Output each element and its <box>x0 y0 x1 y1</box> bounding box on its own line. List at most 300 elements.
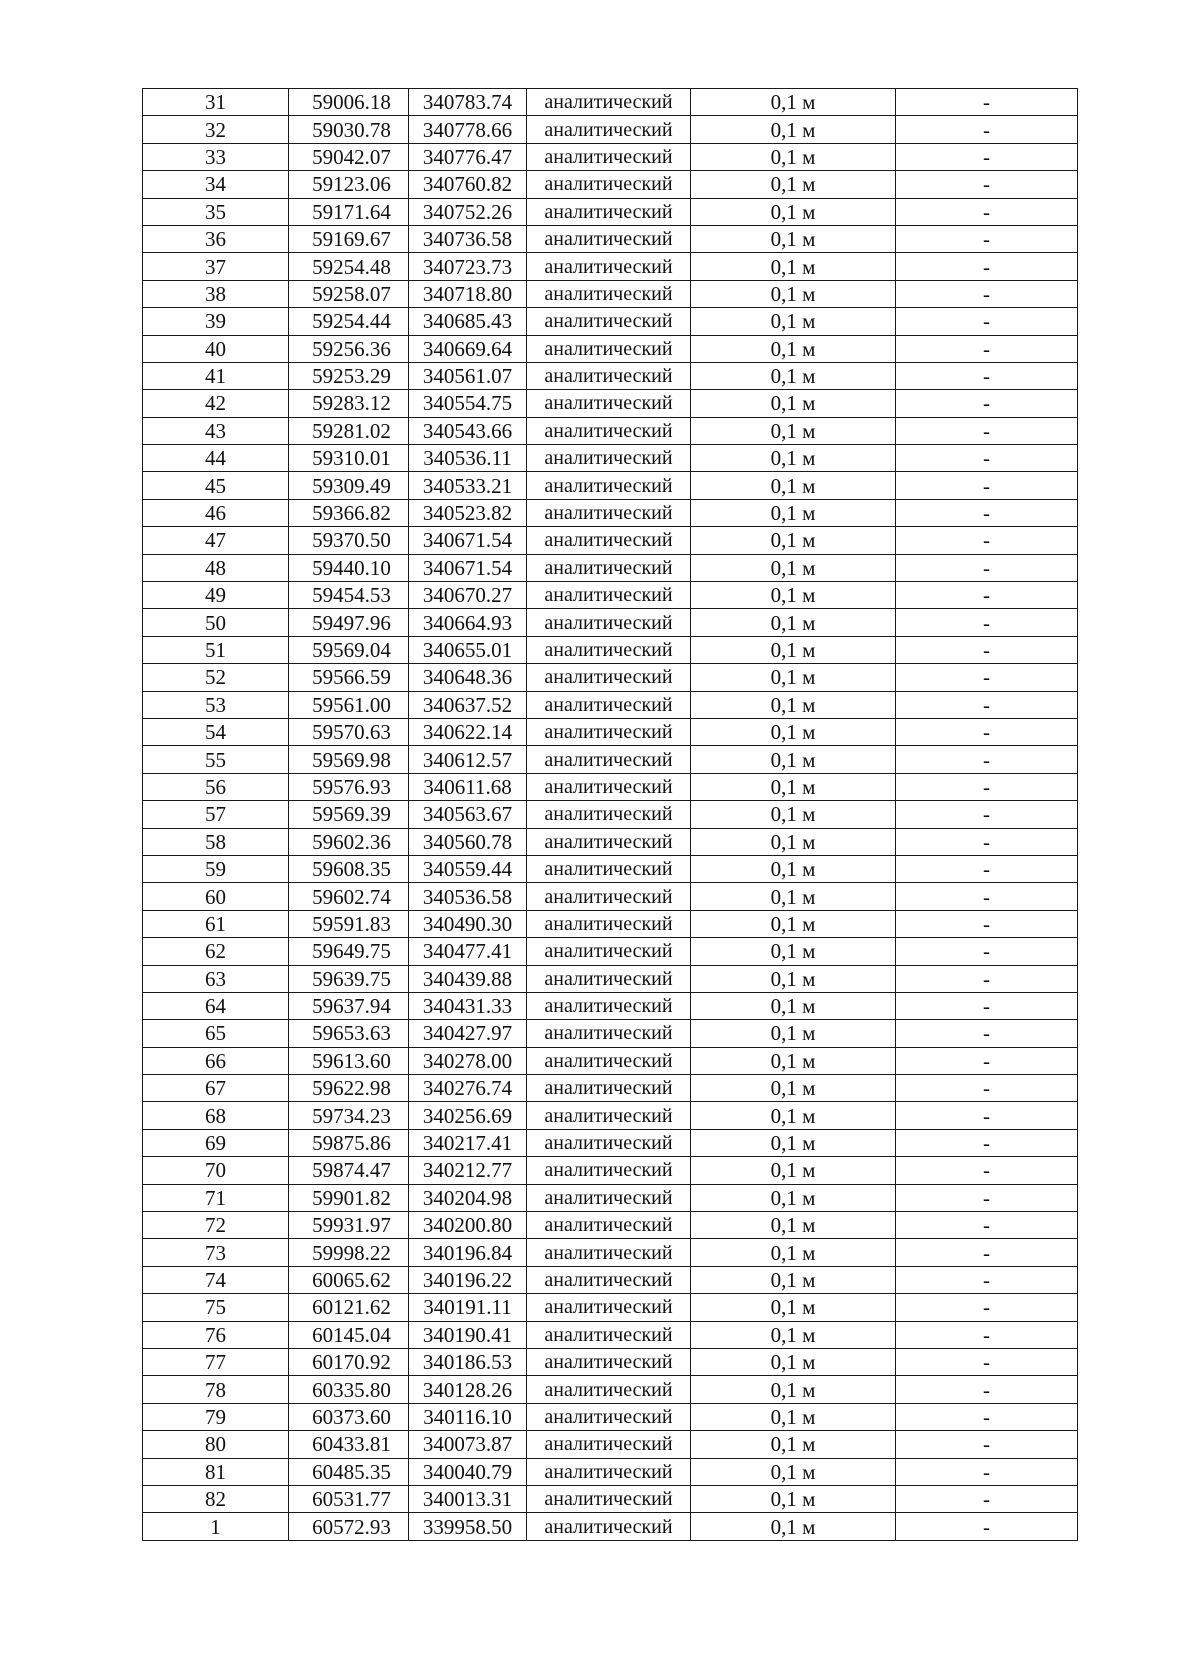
method-cell: аналитический <box>527 1075 691 1102</box>
method-cell: аналитический <box>527 1212 691 1239</box>
x-coordinate-cell: 59591.83 <box>289 910 409 937</box>
y-coordinate-cell: 340752.26 <box>409 198 527 225</box>
x-coordinate-cell: 59258.07 <box>289 280 409 307</box>
point-number-cell: 71 <box>143 1184 289 1211</box>
table-row <box>143 445 1078 472</box>
point-number-cell: 78 <box>143 1376 289 1403</box>
point-number-cell: 54 <box>143 718 289 745</box>
method-cell: аналитический <box>527 1348 691 1375</box>
accuracy-cell: 0,1 м <box>691 691 896 718</box>
x-coordinate-cell: 60485.35 <box>289 1458 409 1485</box>
method-cell: аналитический <box>527 1020 691 1047</box>
note-cell: - <box>896 1184 1078 1211</box>
accuracy-cell: 0,1 м <box>691 1294 896 1321</box>
y-coordinate-cell: 340736.58 <box>409 225 527 252</box>
y-coordinate-cell: 340637.52 <box>409 691 527 718</box>
x-coordinate-cell: 59561.00 <box>289 691 409 718</box>
method-cell: аналитический <box>527 308 691 335</box>
accuracy-cell: 0,1 м <box>691 1129 896 1156</box>
x-coordinate-cell: 59602.74 <box>289 883 409 910</box>
method-cell: аналитический <box>527 1102 691 1129</box>
point-number-cell: 63 <box>143 965 289 992</box>
point-number-cell: 70 <box>143 1157 289 1184</box>
y-coordinate-cell: 339958.50 <box>409 1513 527 1540</box>
x-coordinate-cell: 59613.60 <box>289 1047 409 1074</box>
y-coordinate-cell: 340427.97 <box>409 1020 527 1047</box>
y-coordinate-cell: 340186.53 <box>409 1348 527 1375</box>
y-coordinate-cell: 340622.14 <box>409 718 527 745</box>
accuracy-cell: 0,1 м <box>691 554 896 581</box>
note-cell: - <box>896 664 1078 691</box>
accuracy-cell: 0,1 м <box>691 280 896 307</box>
table-row <box>143 143 1078 170</box>
note-cell: - <box>896 1212 1078 1239</box>
accuracy-cell: 0,1 м <box>691 1376 896 1403</box>
y-coordinate-cell: 340190.41 <box>409 1321 527 1348</box>
method-cell: аналитический <box>527 718 691 745</box>
table-row <box>143 362 1078 389</box>
y-coordinate-cell: 340760.82 <box>409 171 527 198</box>
accuracy-cell: 0,1 м <box>691 1184 896 1211</box>
accuracy-cell: 0,1 м <box>691 938 896 965</box>
table-row <box>143 1239 1078 1266</box>
accuracy-cell: 0,1 м <box>691 362 896 389</box>
x-coordinate-cell: 59454.53 <box>289 582 409 609</box>
point-number-cell: 61 <box>143 910 289 937</box>
y-coordinate-cell: 340439.88 <box>409 965 527 992</box>
y-coordinate-cell: 340536.11 <box>409 445 527 472</box>
note-cell: - <box>896 1129 1078 1156</box>
accuracy-cell: 0,1 м <box>691 417 896 444</box>
table-row <box>143 1458 1078 1485</box>
x-coordinate-cell: 59569.39 <box>289 801 409 828</box>
x-coordinate-cell: 60572.93 <box>289 1513 409 1540</box>
y-coordinate-cell: 340196.84 <box>409 1239 527 1266</box>
point-number-cell: 44 <box>143 445 289 472</box>
note-cell: - <box>896 445 1078 472</box>
point-number-cell: 77 <box>143 1348 289 1375</box>
method-cell: аналитический <box>527 171 691 198</box>
note-cell: - <box>896 1376 1078 1403</box>
method-cell: аналитический <box>527 1431 691 1458</box>
method-cell: аналитический <box>527 1403 691 1430</box>
table-row <box>143 1485 1078 1512</box>
point-number-cell: 41 <box>143 362 289 389</box>
accuracy-cell: 0,1 м <box>691 390 896 417</box>
note-cell: - <box>896 1485 1078 1512</box>
table-row <box>143 390 1078 417</box>
table-row <box>143 417 1078 444</box>
table-row <box>143 773 1078 800</box>
table-row <box>143 116 1078 143</box>
point-number-cell: 32 <box>143 116 289 143</box>
method-cell: аналитический <box>527 1129 691 1156</box>
point-number-cell: 31 <box>143 89 289 116</box>
accuracy-cell: 0,1 м <box>691 773 896 800</box>
y-coordinate-cell: 340523.82 <box>409 499 527 526</box>
accuracy-cell: 0,1 м <box>691 1157 896 1184</box>
table-row <box>143 1294 1078 1321</box>
table-row <box>143 582 1078 609</box>
y-coordinate-cell: 340196.22 <box>409 1266 527 1293</box>
y-coordinate-cell: 340256.69 <box>409 1102 527 1129</box>
accuracy-cell: 0,1 м <box>691 746 896 773</box>
point-number-cell: 64 <box>143 992 289 1019</box>
accuracy-cell: 0,1 м <box>691 1239 896 1266</box>
method-cell: аналитический <box>527 280 691 307</box>
table-row <box>143 691 1078 718</box>
y-coordinate-cell: 340477.41 <box>409 938 527 965</box>
method-cell: аналитический <box>527 1485 691 1512</box>
method-cell: аналитический <box>527 362 691 389</box>
note-cell: - <box>896 1266 1078 1293</box>
point-number-cell: 43 <box>143 417 289 444</box>
note-cell: - <box>896 828 1078 855</box>
point-number-cell: 45 <box>143 472 289 499</box>
table-row <box>143 308 1078 335</box>
accuracy-cell: 0,1 м <box>691 225 896 252</box>
y-coordinate-cell: 340563.67 <box>409 801 527 828</box>
accuracy-cell: 0,1 м <box>691 1102 896 1129</box>
x-coordinate-cell: 59254.48 <box>289 253 409 280</box>
table-row <box>143 938 1078 965</box>
accuracy-cell: 0,1 м <box>691 1403 896 1430</box>
x-coordinate-cell: 59030.78 <box>289 116 409 143</box>
table-row <box>143 1020 1078 1047</box>
note-cell: - <box>896 362 1078 389</box>
method-cell: аналитический <box>527 992 691 1019</box>
point-number-cell: 82 <box>143 1485 289 1512</box>
note-cell: - <box>896 308 1078 335</box>
table-row <box>143 1075 1078 1102</box>
x-coordinate-cell: 59123.06 <box>289 171 409 198</box>
note-cell: - <box>896 499 1078 526</box>
y-coordinate-cell: 340278.00 <box>409 1047 527 1074</box>
x-coordinate-cell: 59622.98 <box>289 1075 409 1102</box>
table-row <box>143 335 1078 362</box>
accuracy-cell: 0,1 м <box>691 855 896 882</box>
method-cell: аналитический <box>527 390 691 417</box>
note-cell: - <box>896 1458 1078 1485</box>
note-cell: - <box>896 1348 1078 1375</box>
accuracy-cell: 0,1 м <box>691 1348 896 1375</box>
point-number-cell: 68 <box>143 1102 289 1129</box>
note-cell: - <box>896 472 1078 499</box>
y-coordinate-cell: 340276.74 <box>409 1075 527 1102</box>
note-cell: - <box>896 965 1078 992</box>
table-row <box>143 1266 1078 1293</box>
method-cell: аналитический <box>527 664 691 691</box>
x-coordinate-cell: 60531.77 <box>289 1485 409 1512</box>
table-row <box>143 636 1078 663</box>
note-cell: - <box>896 89 1078 116</box>
note-cell: - <box>896 1075 1078 1102</box>
accuracy-cell: 0,1 м <box>691 116 896 143</box>
point-number-cell: 66 <box>143 1047 289 1074</box>
y-coordinate-cell: 340073.87 <box>409 1431 527 1458</box>
y-coordinate-cell: 340533.21 <box>409 472 527 499</box>
point-number-cell: 57 <box>143 801 289 828</box>
table-row <box>143 499 1078 526</box>
method-cell: аналитический <box>527 1047 691 1074</box>
table-row <box>143 225 1078 252</box>
table-row <box>143 1376 1078 1403</box>
x-coordinate-cell: 59254.44 <box>289 308 409 335</box>
accuracy-cell: 0,1 м <box>691 636 896 663</box>
method-cell: аналитический <box>527 472 691 499</box>
table-row <box>143 609 1078 636</box>
x-coordinate-cell: 59366.82 <box>289 499 409 526</box>
accuracy-cell: 0,1 м <box>691 883 896 910</box>
x-coordinate-cell: 60373.60 <box>289 1403 409 1430</box>
x-coordinate-cell: 59570.63 <box>289 718 409 745</box>
y-coordinate-cell: 340200.80 <box>409 1212 527 1239</box>
table-row <box>143 1321 1078 1348</box>
x-coordinate-cell: 60335.80 <box>289 1376 409 1403</box>
x-coordinate-cell: 59653.63 <box>289 1020 409 1047</box>
accuracy-cell: 0,1 м <box>691 1266 896 1293</box>
point-number-cell: 80 <box>143 1431 289 1458</box>
note-cell: - <box>896 855 1078 882</box>
x-coordinate-cell: 59566.59 <box>289 664 409 691</box>
x-coordinate-cell: 60121.62 <box>289 1294 409 1321</box>
note-cell: - <box>896 225 1078 252</box>
y-coordinate-cell: 340776.47 <box>409 143 527 170</box>
point-number-cell: 52 <box>143 664 289 691</box>
method-cell: аналитический <box>527 801 691 828</box>
method-cell: аналитический <box>527 198 691 225</box>
table-row <box>143 746 1078 773</box>
accuracy-cell: 0,1 м <box>691 253 896 280</box>
note-cell: - <box>896 910 1078 937</box>
x-coordinate-cell: 59283.12 <box>289 390 409 417</box>
table-row <box>143 1431 1078 1458</box>
table-row <box>143 527 1078 554</box>
x-coordinate-cell: 59042.07 <box>289 143 409 170</box>
method-cell: аналитический <box>527 143 691 170</box>
note-cell: - <box>896 198 1078 225</box>
table-row <box>143 992 1078 1019</box>
accuracy-cell: 0,1 м <box>691 1020 896 1047</box>
table-row <box>143 1102 1078 1129</box>
note-cell: - <box>896 390 1078 417</box>
method-cell: аналитический <box>527 89 691 116</box>
point-number-cell: 67 <box>143 1075 289 1102</box>
y-coordinate-cell: 340543.66 <box>409 417 527 444</box>
note-cell: - <box>896 801 1078 828</box>
point-number-cell: 58 <box>143 828 289 855</box>
accuracy-cell: 0,1 м <box>691 1431 896 1458</box>
method-cell: аналитический <box>527 417 691 444</box>
accuracy-cell: 0,1 м <box>691 965 896 992</box>
accuracy-cell: 0,1 м <box>691 801 896 828</box>
x-coordinate-cell: 60145.04 <box>289 1321 409 1348</box>
point-number-cell: 79 <box>143 1403 289 1430</box>
accuracy-cell: 0,1 м <box>691 527 896 554</box>
note-cell: - <box>896 938 1078 965</box>
point-number-cell: 36 <box>143 225 289 252</box>
point-number-cell: 39 <box>143 308 289 335</box>
note-cell: - <box>896 417 1078 444</box>
method-cell: аналитический <box>527 855 691 882</box>
y-coordinate-cell: 340554.75 <box>409 390 527 417</box>
point-number-cell: 35 <box>143 198 289 225</box>
y-coordinate-cell: 340723.73 <box>409 253 527 280</box>
point-number-cell: 53 <box>143 691 289 718</box>
table-row <box>143 801 1078 828</box>
method-cell: аналитический <box>527 1513 691 1540</box>
method-cell: аналитический <box>527 1321 691 1348</box>
note-cell: - <box>896 143 1078 170</box>
y-coordinate-cell: 340655.01 <box>409 636 527 663</box>
table-row <box>143 965 1078 992</box>
note-cell: - <box>896 746 1078 773</box>
method-cell: аналитический <box>527 445 691 472</box>
method-cell: аналитический <box>527 773 691 800</box>
x-coordinate-cell: 60433.81 <box>289 1431 409 1458</box>
y-coordinate-cell: 340116.10 <box>409 1403 527 1430</box>
table-row <box>143 1047 1078 1074</box>
point-number-cell: 59 <box>143 855 289 882</box>
y-coordinate-cell: 340013.31 <box>409 1485 527 1512</box>
point-number-cell: 37 <box>143 253 289 280</box>
y-coordinate-cell: 340718.80 <box>409 280 527 307</box>
x-coordinate-cell: 59998.22 <box>289 1239 409 1266</box>
point-number-cell: 46 <box>143 499 289 526</box>
y-coordinate-cell: 340783.74 <box>409 89 527 116</box>
table-row <box>143 883 1078 910</box>
method-cell: аналитический <box>527 499 691 526</box>
y-coordinate-cell: 340664.93 <box>409 609 527 636</box>
table-row <box>143 664 1078 691</box>
method-cell: аналитический <box>527 1294 691 1321</box>
note-cell: - <box>896 1294 1078 1321</box>
table-row <box>143 1184 1078 1211</box>
x-coordinate-cell: 59169.67 <box>289 225 409 252</box>
x-coordinate-cell: 59901.82 <box>289 1184 409 1211</box>
table-row <box>143 472 1078 499</box>
point-number-cell: 1 <box>143 1513 289 1540</box>
x-coordinate-cell: 59256.36 <box>289 335 409 362</box>
table-row <box>143 1513 1078 1540</box>
table-row <box>143 554 1078 581</box>
accuracy-cell: 0,1 м <box>691 718 896 745</box>
point-number-cell: 73 <box>143 1239 289 1266</box>
x-coordinate-cell: 59497.96 <box>289 609 409 636</box>
y-coordinate-cell: 340490.30 <box>409 910 527 937</box>
point-number-cell: 75 <box>143 1294 289 1321</box>
note-cell: - <box>896 1513 1078 1540</box>
point-number-cell: 42 <box>143 390 289 417</box>
method-cell: аналитический <box>527 636 691 663</box>
x-coordinate-cell: 59649.75 <box>289 938 409 965</box>
x-coordinate-cell: 59875.86 <box>289 1129 409 1156</box>
method-cell: аналитический <box>527 828 691 855</box>
x-coordinate-cell: 59608.35 <box>289 855 409 882</box>
table-row <box>143 1129 1078 1156</box>
method-cell: аналитический <box>527 527 691 554</box>
y-coordinate-cell: 340669.64 <box>409 335 527 362</box>
method-cell: аналитический <box>527 910 691 937</box>
table-row <box>143 171 1078 198</box>
x-coordinate-cell: 59370.50 <box>289 527 409 554</box>
y-coordinate-cell: 340204.98 <box>409 1184 527 1211</box>
method-cell: аналитический <box>527 691 691 718</box>
note-cell: - <box>896 1321 1078 1348</box>
note-cell: - <box>896 171 1078 198</box>
method-cell: аналитический <box>527 1157 691 1184</box>
x-coordinate-cell: 59171.64 <box>289 198 409 225</box>
x-coordinate-cell: 59006.18 <box>289 89 409 116</box>
accuracy-cell: 0,1 м <box>691 445 896 472</box>
method-cell: аналитический <box>527 1376 691 1403</box>
method-cell: аналитический <box>527 116 691 143</box>
note-cell: - <box>896 335 1078 362</box>
x-coordinate-cell: 59639.75 <box>289 965 409 992</box>
point-number-cell: 81 <box>143 1458 289 1485</box>
accuracy-cell: 0,1 м <box>691 89 896 116</box>
point-number-cell: 74 <box>143 1266 289 1293</box>
y-coordinate-cell: 340561.07 <box>409 362 527 389</box>
x-coordinate-cell: 59734.23 <box>289 1102 409 1129</box>
note-cell: - <box>896 1020 1078 1047</box>
point-number-cell: 55 <box>143 746 289 773</box>
point-number-cell: 49 <box>143 582 289 609</box>
table-row <box>143 198 1078 225</box>
accuracy-cell: 0,1 м <box>691 910 896 937</box>
point-number-cell: 76 <box>143 1321 289 1348</box>
y-coordinate-cell: 340612.57 <box>409 746 527 773</box>
x-coordinate-cell: 59569.04 <box>289 636 409 663</box>
note-cell: - <box>896 883 1078 910</box>
note-cell: - <box>896 1157 1078 1184</box>
accuracy-cell: 0,1 м <box>691 1212 896 1239</box>
method-cell: аналитический <box>527 609 691 636</box>
point-number-cell: 65 <box>143 1020 289 1047</box>
y-coordinate-cell: 340217.41 <box>409 1129 527 1156</box>
y-coordinate-cell: 340559.44 <box>409 855 527 882</box>
y-coordinate-cell: 340648.36 <box>409 664 527 691</box>
method-cell: аналитический <box>527 554 691 581</box>
y-coordinate-cell: 340560.78 <box>409 828 527 855</box>
accuracy-cell: 0,1 м <box>691 1047 896 1074</box>
x-coordinate-cell: 59253.29 <box>289 362 409 389</box>
x-coordinate-cell: 59576.93 <box>289 773 409 800</box>
point-number-cell: 69 <box>143 1129 289 1156</box>
x-coordinate-cell: 59440.10 <box>289 554 409 581</box>
y-coordinate-cell: 340431.33 <box>409 992 527 1019</box>
point-number-cell: 47 <box>143 527 289 554</box>
note-cell: - <box>896 1047 1078 1074</box>
note-cell: - <box>896 718 1078 745</box>
y-coordinate-cell: 340778.66 <box>409 116 527 143</box>
accuracy-cell: 0,1 м <box>691 198 896 225</box>
table-row <box>143 855 1078 882</box>
table-row <box>143 1212 1078 1239</box>
table-row <box>143 718 1078 745</box>
note-cell: - <box>896 554 1078 581</box>
coordinates-table-body <box>143 89 1078 1541</box>
x-coordinate-cell: 60170.92 <box>289 1348 409 1375</box>
accuracy-cell: 0,1 м <box>691 609 896 636</box>
point-number-cell: 34 <box>143 171 289 198</box>
y-coordinate-cell: 340128.26 <box>409 1376 527 1403</box>
x-coordinate-cell: 59931.97 <box>289 1212 409 1239</box>
point-number-cell: 56 <box>143 773 289 800</box>
point-number-cell: 48 <box>143 554 289 581</box>
table-row <box>143 1403 1078 1430</box>
accuracy-cell: 0,1 м <box>691 171 896 198</box>
